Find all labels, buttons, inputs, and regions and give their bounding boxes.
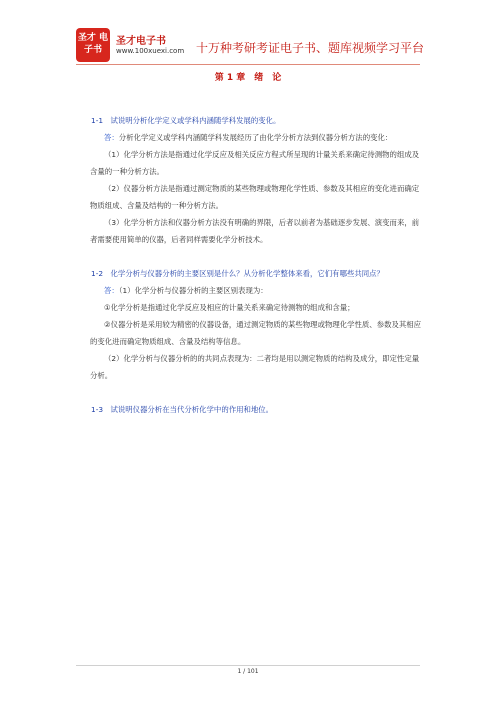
answer-paragraph: （3）化学分析方法和仪器分析方法没有明确的界限，后者以前者为基础逐步发展、演变而来，前者需要使用简单的仪器，后者同样需要化学分析技术。 <box>90 218 420 244</box>
answer-paragraph: （2）仪器分析方法是指通过测定物质的某些物理或物理化学性质、参数及其相应的变化进而确定物质组成、含量及结构的一种分析方法。 <box>90 184 420 210</box>
answer-paragraph: （1）化学分析方法是指通过化学反应及相关反应方程式所呈现的计量关系来确定待测物的组成及含量的一种分析方法。 <box>90 150 420 176</box>
brand-name: 圣才电子书 <box>116 36 166 47</box>
answer-paragraph <box>90 129 423 146</box>
document-body <box>90 112 423 418</box>
page-number: 1 / 101 <box>237 668 259 675</box>
header-divider <box>76 64 420 65</box>
answer-label: 答： <box>104 286 119 295</box>
answer-text: 分析化学定义或学科内涵随学科发展经历了由化学分析方法到仪器分析方法的变化： <box>118 133 393 142</box>
answer-paragraph: （2）化学分析与仪器分析的的共同点表现为：二者均是用以测定物质的结构及成分，即定性定量分析。 <box>90 354 420 380</box>
answer-paragraph: ①化学分析是指通过化学反应及相应的计量关系来确定待测物的组成和含量； <box>104 303 355 312</box>
question-heading: 1-3 试说明仪器分析在当代分析化学中的作用和地位。 <box>91 405 274 414</box>
answer-paragraph <box>90 282 423 299</box>
section-spacer <box>90 248 423 265</box>
question-heading: 1-2 化学分析与仪器分析的主要区别是什么？从分析化学整体来看，它们有哪些共同点？ <box>91 269 384 278</box>
header-slogan: 十万种考研考证电子书、题库视频学习平台 <box>196 41 425 55</box>
question-heading: 1-1 试说明分析化学定义或学科内涵随学科发展的变化。 <box>91 116 281 125</box>
chapter-title: 第 1 章 绪 论 <box>214 73 282 83</box>
page-header <box>76 26 425 66</box>
answer-text: （1）化学分析与仪器分析的主要区别表现为： <box>118 286 268 295</box>
footer-divider <box>76 665 420 666</box>
answer-label: 答： <box>104 133 119 142</box>
brand-url[interactable]: www.100xuexi.com <box>116 47 185 55</box>
answer-paragraph: ②仪器分析是采用较为精密的仪器设备，通过测定物质的某些物理或物理化学性质、参数及其相应的变化进而确定物质组成、含量及结构等信息。 <box>90 320 422 346</box>
brand-logo: 圣才 电子书 <box>76 28 110 62</box>
section-spacer <box>90 384 423 401</box>
